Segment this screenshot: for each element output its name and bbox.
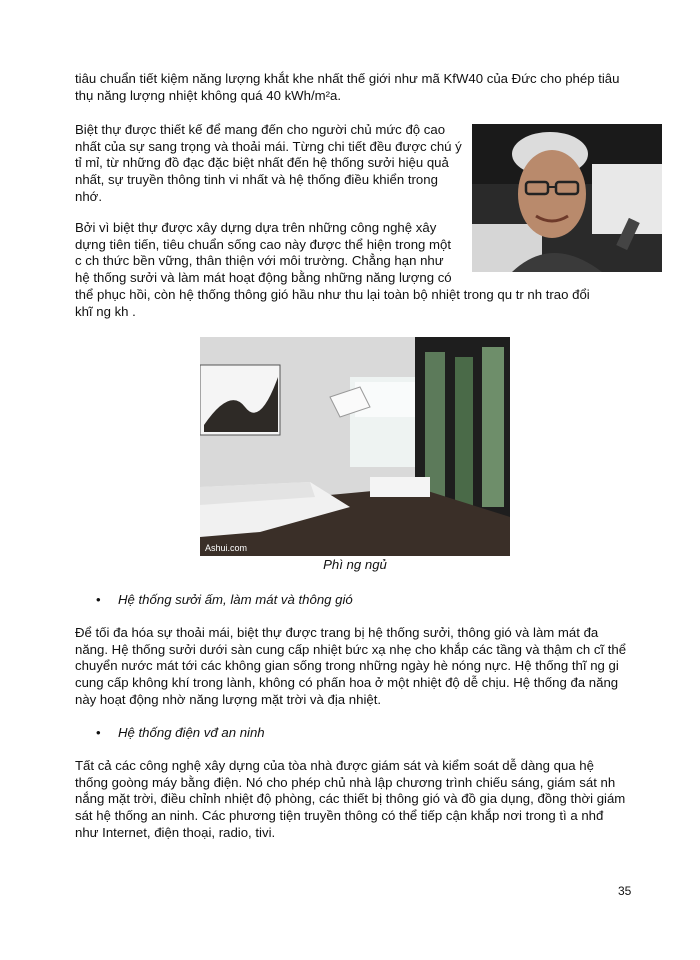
- bullet-heating: [96, 592, 353, 607]
- bedroom-watermark: Ashui.com: [205, 543, 248, 553]
- paragraph-line: Bởi vì biệt thự được xây dựng dựa trên những công nghệ xây: [75, 220, 437, 235]
- paragraph-line: thể phục hồi, còn hệ thống thông gió hầu như thu lại toàn bộ nhiệt trong qu tr nh trao đổi: [75, 286, 590, 302]
- villa-design-paragraph: Biệt thự được thiết kế để mang đến cho người chủ mức độ cao nhất của sự sang trọng và thoải mái. Từng chi tiết đều được chú ý tỉ mỉ, từ những đồ đạc đặc biệt nhất đến hệ thống sưởi hiệu quả nhất, sự truyền thông tinh vi nhất và hệ thống điều khiển trong nhớ.: [75, 122, 462, 204]
- villa-technology-paragraph: [75, 220, 627, 320]
- bedroom-photo: [200, 337, 510, 556]
- electrical-paragraph: Tất cả các công nghệ xây dựng của tòa nhà được giám sát và kiểm soát dễ dàng qua hệ thống goòng máy bằng điện. Nó cho phép chủ nhà lập chương trình chiếu sáng, giám sát nh nắng mặt trời, điều chỉnh nhiệt độ phòng, các thiết bị thông gió và đồ gia dụng, đồng thời giám sát hệ thống an ninh. Các phương tiện truyền thông có thể tiếp cận khắp nơi trong tì a nhđ như Internet, điện thoại, radio, tivi.: [75, 758, 626, 840]
- bullet-heating-text: Hệ thống sưởi ấm, làm mát và thông gió: [118, 592, 353, 607]
- intro-paragraph: tiâu chuẩn tiết kiệm năng lượng khắt khe nhất thế giới như mã KfW40 của Đức cho phép tiâu thụ năng lượng nhiệt không quá 40 kWh/m²a.: [75, 71, 620, 103]
- bullet-electrical-text: Hệ thống điện vđ an ninh: [118, 725, 265, 740]
- bullet-glyph: •: [96, 592, 101, 607]
- paragraph-line: khĩ ng kh .: [75, 303, 136, 319]
- paragraph-line: c ch thức bền vững, thân thiện với môi trường. Chẳng hạn như: [75, 253, 444, 269]
- bullet-electrical: [96, 725, 265, 740]
- heating-paragraph: Để tối đa hóa sự thoải mái, biệt thự được trang bị hệ thống sưởi, thông gió và làm mát đa năng. Hệ thống sưởi dưới sàn cung cấp nhiệt bức xạ nhẹ cho khắp các tầng và thậm ch cĩ thể chuyển nước mát tới các không gian sống trong những ngày hè nóng nực. Hệ thống thĩ ng gi cung cấp không khí trong lành, không có phấn hoa ở một nhiệt độ dễ chịu. Hệ thống đa năng này hoạt động nhờ năng lượng mặt trời và địa nhiệt.: [75, 625, 627, 707]
- paragraph-line: hệ thống sưởi và làm mát hoạt động bằng những năng lượng có: [75, 270, 452, 286]
- bedroom-caption: Phì ng ngủ: [323, 557, 387, 572]
- page-number: 35: [618, 884, 632, 898]
- paragraph-line: dựng tiên tiến, tiêu chuẩn sống cao này được thể hiện trong một: [75, 236, 452, 252]
- bullet-glyph: •: [96, 725, 101, 740]
